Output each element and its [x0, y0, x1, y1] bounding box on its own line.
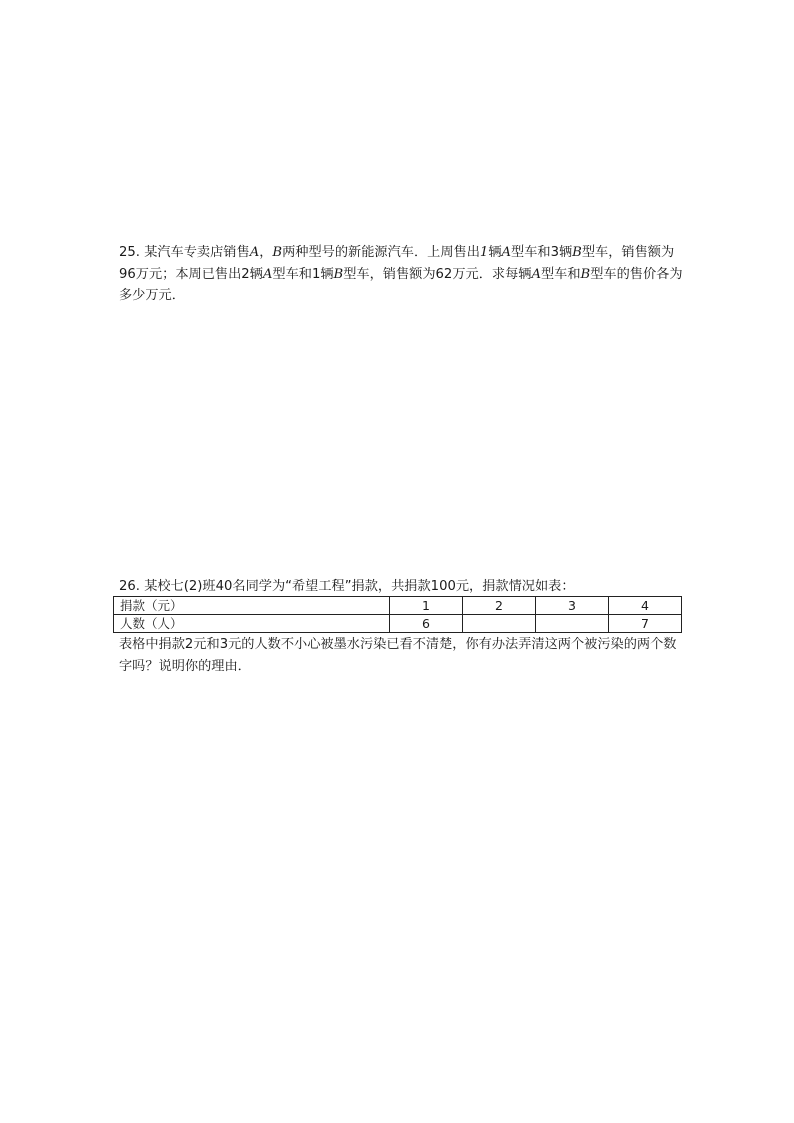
question-number: 26.: [119, 579, 140, 594]
table-cell: 6: [390, 615, 463, 633]
table-cell: 4: [609, 597, 682, 615]
table-cell: 3: [536, 597, 609, 615]
table-row: [114, 615, 682, 633]
table-cell: 1: [390, 597, 463, 615]
table-cell: 2: [463, 597, 536, 615]
variable-b: B: [272, 245, 283, 260]
table-row: [114, 597, 682, 615]
row-label-donation: 捐款（元）: [114, 597, 390, 615]
question-26-intro: 26. 某校七(2)班40名同学为“希望工程”捐款，共捐款100元，捐款情况如表：: [119, 579, 575, 594]
question-number: 25.: [119, 245, 140, 260]
question-26-body: 表格中捐款2元和3元的人数不小心被墨水污染已看不清楚，你有办法弄清这两个被污染的两个数字吗？说明你的理由．: [119, 637, 677, 674]
variable-a: A: [249, 245, 260, 260]
question-25: 25. 某汽车专卖店销售A，B两种型号的新能源汽车．上周售出1辆A型车和3辆B型车，销售额为96万元；本周已售出2辆A型车和1辆B型车，销售额为62万元．求每辆A型车和B型车的售价各为多少万元．: [119, 245, 683, 303]
table-cell-smudged: [463, 615, 536, 633]
table-cell-smudged: [536, 615, 609, 633]
table-cell: 7: [609, 615, 682, 633]
row-label-people: 人数（人）: [114, 615, 390, 633]
donation-table: [113, 596, 682, 633]
